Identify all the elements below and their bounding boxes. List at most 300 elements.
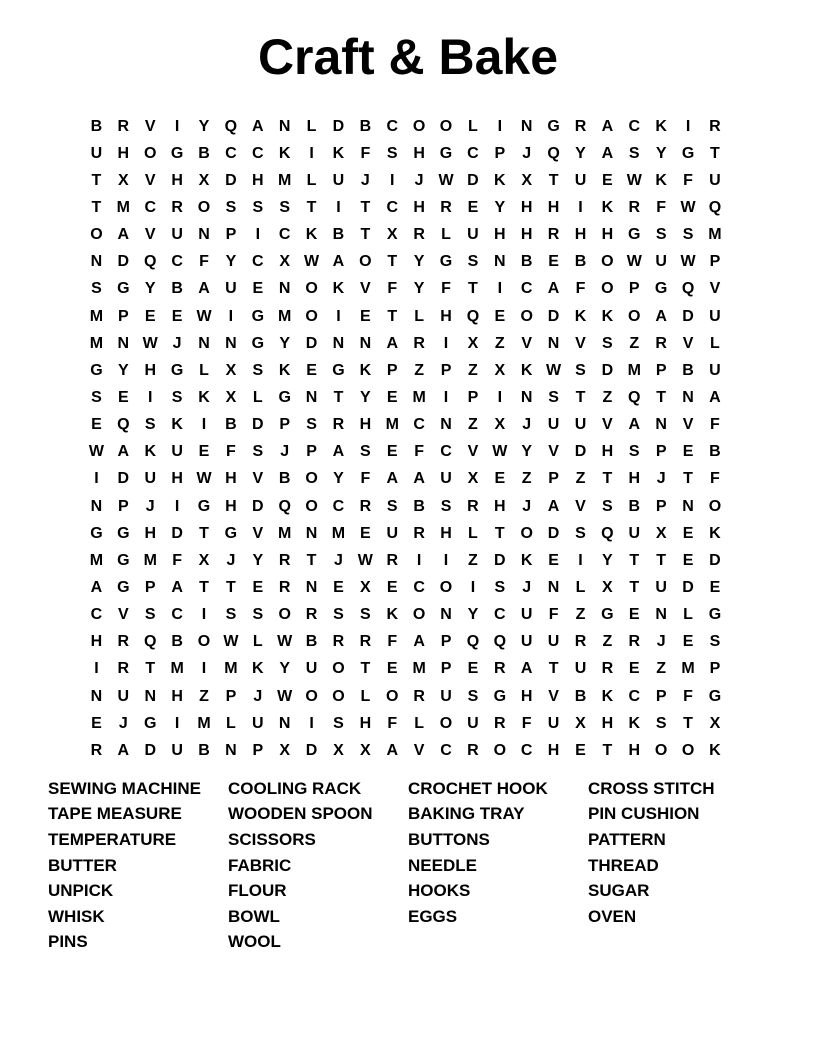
grid-letter: A xyxy=(413,633,425,651)
grid-letter: J xyxy=(656,633,666,651)
grid-letter: N xyxy=(520,117,533,135)
grid-letter: O xyxy=(601,253,614,271)
grid-letter: K xyxy=(278,361,291,379)
grid-letter: H xyxy=(90,633,103,651)
grid-letter: K xyxy=(359,361,372,379)
grid-letter: D xyxy=(117,253,130,271)
grid-letter: H xyxy=(117,144,130,162)
grid-letter: U xyxy=(547,416,560,434)
grid-letter: I xyxy=(416,551,422,569)
grid-letter: S xyxy=(360,443,371,461)
grid-letter: O xyxy=(439,117,453,135)
grid-letter: T xyxy=(494,524,505,542)
grid-letter: D xyxy=(252,416,264,434)
grid-letter: R xyxy=(467,741,479,759)
grid-letter: X xyxy=(279,741,291,759)
grid-letter: I xyxy=(201,416,207,434)
grid-letter: Q xyxy=(493,633,507,651)
grid-letter: E xyxy=(252,280,264,298)
grid-letter: E xyxy=(386,388,398,406)
grid-letter: L xyxy=(468,524,478,542)
grid-letter: N xyxy=(682,497,694,515)
word-list-item: PIN CUSHION xyxy=(588,804,700,824)
grid-letter: K xyxy=(386,606,399,624)
grid-letter: Y xyxy=(521,443,533,461)
grid-letter: Q xyxy=(466,633,480,651)
grid-letter: V xyxy=(602,416,613,434)
grid-letter: R xyxy=(90,741,103,759)
grid-letter: W xyxy=(546,361,562,379)
grid-letter: V xyxy=(144,171,156,189)
grid-letter: T xyxy=(199,578,209,596)
grid-letter: E xyxy=(386,660,398,678)
grid-letter: S xyxy=(655,226,667,244)
grid-letter: E xyxy=(682,633,694,651)
grid-letter: T xyxy=(548,171,559,189)
grid-letter: T xyxy=(360,198,371,216)
grid-letter: H xyxy=(144,524,156,542)
grid-letter: R xyxy=(386,551,399,569)
grid-letter: D xyxy=(467,171,479,189)
grid-letter: R xyxy=(305,606,318,624)
grid-letter: I xyxy=(443,388,449,406)
grid-letter: M xyxy=(331,524,346,542)
grid-letter: C xyxy=(144,198,156,216)
grid-letter: V xyxy=(709,280,721,298)
word-list-item: NEEDLE xyxy=(408,855,477,875)
grid-letter: R xyxy=(359,633,372,651)
grid-letter: J xyxy=(172,334,182,352)
grid-letter: H xyxy=(171,470,183,488)
grid-letter: Y xyxy=(602,551,613,569)
grid-letter: L xyxy=(441,226,451,244)
grid-letter: J xyxy=(522,497,532,515)
grid-letter: Q xyxy=(224,117,238,135)
grid-letter: N xyxy=(144,687,156,705)
grid-letter: P xyxy=(655,687,667,705)
grid-letter: G xyxy=(708,606,722,624)
grid-letter: D xyxy=(682,307,694,325)
grid-letter: D xyxy=(547,524,560,542)
grid-letter: R xyxy=(494,660,506,678)
grid-letter: C xyxy=(278,226,291,244)
grid-letter: P xyxy=(655,361,667,379)
grid-letter: L xyxy=(306,117,317,135)
grid-letter: Y xyxy=(413,253,425,271)
grid-letter: G xyxy=(332,361,345,379)
grid-letter: I xyxy=(443,334,449,352)
grid-letter: S xyxy=(333,606,344,624)
letter-grid xyxy=(83,113,728,764)
grid-letter: L xyxy=(360,687,371,705)
grid-letter: G xyxy=(90,524,103,542)
grid-letter: M xyxy=(89,307,104,325)
grid-letter: K xyxy=(709,741,721,759)
grid-letter: T xyxy=(306,551,317,569)
grid-letter: W xyxy=(680,198,696,216)
grid-letter: F xyxy=(710,416,720,434)
grid-letter: H xyxy=(520,687,533,705)
grid-letter: O xyxy=(332,660,345,678)
grid-letter: O xyxy=(708,497,722,515)
grid-letter: N xyxy=(655,416,667,434)
grid-letter: I xyxy=(497,388,503,406)
grid-letter: Z xyxy=(521,470,532,488)
grid-letter: Y xyxy=(333,470,344,488)
grid-letter: X xyxy=(360,741,371,759)
grid-letter: I xyxy=(201,660,207,678)
grid-letter: M xyxy=(197,714,211,732)
grid-letter: E xyxy=(91,416,102,434)
grid-letter: T xyxy=(602,470,613,488)
grid-letter: N xyxy=(117,334,130,352)
grid-letter: E xyxy=(628,660,640,678)
grid-letter: B xyxy=(198,144,210,162)
grid-letter: S xyxy=(144,416,156,434)
word-list-item: PINS xyxy=(48,932,88,952)
grid-letter: I xyxy=(685,117,691,135)
grid-letter: D xyxy=(709,551,721,569)
grid-letter: T xyxy=(387,307,398,325)
grid-letter: O xyxy=(681,741,695,759)
grid-letter: F xyxy=(360,470,371,488)
grid-letter: K xyxy=(198,388,210,406)
grid-letter: J xyxy=(145,497,155,515)
grid-letter: X xyxy=(225,361,237,379)
grid-letter: F xyxy=(521,714,532,732)
grid-letter: F xyxy=(710,470,720,488)
grid-letter: G xyxy=(117,578,130,596)
grid-letter: Y xyxy=(467,606,479,624)
grid-letter: L xyxy=(710,334,720,352)
grid-letter: O xyxy=(305,497,318,515)
grid-letter: F xyxy=(441,280,451,298)
grid-letter: C xyxy=(413,416,425,434)
grid-letter: P xyxy=(655,443,667,461)
grid-letter: E xyxy=(360,524,371,542)
grid-letter: R xyxy=(709,117,721,135)
word-list-item: FLOUR xyxy=(228,881,287,901)
grid-letter: V xyxy=(118,606,129,624)
grid-letter: X xyxy=(386,226,398,244)
grid-letter: A xyxy=(198,280,210,298)
grid-letter: Q xyxy=(628,388,641,406)
grid-letter: U xyxy=(225,280,237,298)
grid-letter: P xyxy=(118,307,129,325)
grid-letter: H xyxy=(547,198,560,216)
grid-letter: L xyxy=(306,171,317,189)
grid-letter: Q xyxy=(144,633,157,651)
grid-letter: R xyxy=(494,714,506,732)
grid-letter: K xyxy=(628,714,641,732)
grid-letter: E xyxy=(575,741,586,759)
grid-letter: M xyxy=(278,171,292,189)
grid-letter: I xyxy=(174,117,180,135)
grid-letter: O xyxy=(439,714,453,732)
grid-letter: M xyxy=(412,660,426,678)
grid-letter: I xyxy=(174,497,180,515)
grid-letter: U xyxy=(171,741,183,759)
grid-letter: L xyxy=(199,361,209,379)
grid-letter: C xyxy=(467,144,479,162)
grid-letter: E xyxy=(494,307,506,325)
grid-letter: C xyxy=(440,443,452,461)
grid-letter: R xyxy=(547,226,560,244)
grid-letter: V xyxy=(548,687,559,705)
grid-letter: G xyxy=(439,144,453,162)
grid-letter: V xyxy=(360,280,371,298)
grid-letter: B xyxy=(574,687,587,705)
grid-letter: Y xyxy=(144,280,156,298)
grid-letter: O xyxy=(520,524,533,542)
grid-letter: R xyxy=(574,117,587,135)
grid-letter: E xyxy=(628,606,640,624)
grid-letter: C xyxy=(225,144,237,162)
grid-letter: I xyxy=(309,144,314,162)
grid-letter: B xyxy=(359,117,372,135)
grid-letter: S xyxy=(144,606,156,624)
grid-letter: Y xyxy=(198,117,210,135)
word-list-item: BUTTER xyxy=(48,855,117,875)
grid-letter: C xyxy=(171,253,183,271)
grid-letter: B xyxy=(171,280,183,298)
grid-letter: R xyxy=(332,416,345,434)
grid-letter: W xyxy=(680,253,696,271)
grid-letter: M xyxy=(278,524,292,542)
grid-letter: R xyxy=(117,660,130,678)
grid-letter: P xyxy=(225,226,237,244)
grid-letter: W xyxy=(626,171,642,189)
grid-letter: T xyxy=(145,660,156,678)
grid-letter: U xyxy=(655,578,667,596)
grid-letter: H xyxy=(359,714,372,732)
grid-letter: I xyxy=(148,388,153,406)
grid-letter: U xyxy=(628,524,641,542)
grid-letter: G xyxy=(251,307,265,325)
grid-letter: G xyxy=(144,714,157,732)
word-list-item: WOODEN SPOON xyxy=(228,804,373,824)
grid-letter: F xyxy=(414,443,425,461)
grid-letter: U xyxy=(252,714,264,732)
grid-letter: D xyxy=(305,334,318,352)
grid-letter: S xyxy=(171,388,183,406)
grid-letter: I xyxy=(255,226,261,244)
grid-letter: Y xyxy=(225,253,237,271)
grid-letter: M xyxy=(681,660,695,678)
grid-letter: N xyxy=(278,280,291,298)
grid-letter: F xyxy=(387,633,398,651)
grid-letter: I xyxy=(94,660,99,678)
grid-letter: H xyxy=(413,198,425,216)
grid-letter: L xyxy=(226,714,236,732)
grid-letter: R xyxy=(171,198,183,216)
grid-letter: S xyxy=(225,606,237,624)
grid-letter: P xyxy=(440,361,452,379)
grid-letter: X xyxy=(279,253,291,271)
grid-letter: T xyxy=(360,660,371,678)
grid-letter: Q xyxy=(466,307,480,325)
grid-letter: O xyxy=(197,633,211,651)
grid-letter: O xyxy=(493,741,507,759)
grid-letter: I xyxy=(336,198,341,216)
grid-letter: N xyxy=(90,497,103,515)
grid-letter: P xyxy=(252,741,264,759)
grid-letter: H xyxy=(171,171,183,189)
grid-letter: M xyxy=(278,307,292,325)
grid-letter: G xyxy=(601,606,614,624)
grid-letter: D xyxy=(494,551,506,569)
word-list-item: PATTERN xyxy=(588,829,666,849)
grid-letter: S xyxy=(494,578,506,596)
grid-letter: X xyxy=(360,578,371,596)
grid-letter: I xyxy=(578,198,583,216)
grid-letter: Y xyxy=(360,388,371,406)
grid-letter: D xyxy=(682,578,694,596)
grid-letter: U xyxy=(709,361,721,379)
grid-letter: B xyxy=(278,470,291,488)
grid-letter: O xyxy=(601,280,614,298)
grid-letter: U xyxy=(440,470,452,488)
word-list-item: SEWING MACHINE xyxy=(48,778,201,798)
grid-letter: S xyxy=(575,361,586,379)
grid-letter: S xyxy=(628,443,640,461)
grid-letter: G xyxy=(547,117,560,135)
grid-letter: R xyxy=(278,551,291,569)
grid-letter: X xyxy=(467,334,479,352)
grid-letter: F xyxy=(575,280,586,298)
grid-letter: U xyxy=(574,416,587,434)
grid-letter: U xyxy=(467,714,479,732)
grid-letter: J xyxy=(656,470,666,488)
grid-letter: N xyxy=(305,578,318,596)
grid-letter: N xyxy=(90,253,103,271)
grid-letter: U xyxy=(440,687,452,705)
grid-letter: F xyxy=(387,714,398,732)
grid-letter: P xyxy=(628,280,640,298)
grid-letter: S xyxy=(440,497,452,515)
grid-letter: U xyxy=(171,443,183,461)
grid-letter: X xyxy=(494,416,506,434)
grid-letter: M xyxy=(143,551,157,569)
grid-letter: H xyxy=(440,524,452,542)
grid-letter: T xyxy=(683,714,693,732)
grid-letter: T xyxy=(656,551,667,569)
grid-letter: G xyxy=(251,334,265,352)
grid-letter: T xyxy=(575,388,586,406)
grid-letter: Y xyxy=(279,334,291,352)
grid-letter: Z xyxy=(468,551,478,569)
grid-letter: I xyxy=(309,714,314,732)
grid-letter: X xyxy=(655,524,667,542)
grid-letter: A xyxy=(386,741,399,759)
grid-letter: P xyxy=(467,388,479,406)
grid-letter: K xyxy=(601,687,614,705)
grid-letter: F xyxy=(656,198,667,216)
word-list-item: SCISSORS xyxy=(228,829,316,849)
grid-letter: S xyxy=(91,388,102,406)
grid-letter: M xyxy=(627,361,641,379)
grid-letter: Q xyxy=(117,416,130,434)
grid-letter: G xyxy=(278,388,291,406)
grid-letter: W xyxy=(277,633,293,651)
grid-letter: T xyxy=(306,198,317,216)
grid-letter: M xyxy=(89,334,104,352)
grid-letter: C xyxy=(520,280,533,298)
grid-letter: Y xyxy=(655,144,667,162)
grid-letter: G xyxy=(224,524,238,542)
grid-letter: K xyxy=(655,171,667,189)
grid-letter: J xyxy=(334,551,343,569)
grid-letter: U xyxy=(520,633,533,651)
grid-letter: H xyxy=(252,171,264,189)
grid-letter: X xyxy=(198,171,210,189)
grid-letter: V xyxy=(521,334,533,352)
grid-letter: C xyxy=(386,198,399,216)
grid-letter: Q xyxy=(681,280,695,298)
grid-letter: L xyxy=(575,578,586,596)
grid-letter: A xyxy=(386,334,399,352)
word-list-item: BAKING TRAY xyxy=(408,804,525,824)
grid-letter: U xyxy=(709,171,721,189)
grid-letter: B xyxy=(628,497,641,515)
grid-letter: A xyxy=(332,443,345,461)
grid-letter: W xyxy=(438,171,454,189)
grid-letter: F xyxy=(360,144,371,162)
grid-letter: N xyxy=(520,388,533,406)
grid-letter: D xyxy=(252,497,264,515)
grid-letter: Z xyxy=(656,660,667,678)
grid-letter: C xyxy=(386,117,399,135)
grid-letter: P xyxy=(494,144,506,162)
grid-letter: N xyxy=(198,334,210,352)
grid-letter: P xyxy=(225,687,237,705)
grid-letter: P xyxy=(548,470,559,488)
grid-letter: S xyxy=(252,606,264,624)
grid-letter: J xyxy=(522,416,532,434)
grid-letter: U xyxy=(332,171,345,189)
grid-letter: R xyxy=(413,524,425,542)
grid-letter: W xyxy=(88,443,104,461)
grid-letter: R xyxy=(655,334,667,352)
word-list-item: THREAD xyxy=(588,855,659,875)
grid-letter: L xyxy=(414,307,425,325)
grid-letter: U xyxy=(305,660,318,678)
grid-letter: G xyxy=(197,497,211,515)
grid-letter: E xyxy=(386,578,398,596)
grid-letter: A xyxy=(628,416,641,434)
grid-letter: R xyxy=(440,198,452,216)
grid-letter: E xyxy=(333,578,344,596)
grid-letter: P xyxy=(279,416,291,434)
grid-letter: D xyxy=(332,117,345,135)
grid-letter: U xyxy=(90,144,103,162)
grid-letter: H xyxy=(359,416,372,434)
grid-letter: Z xyxy=(468,416,478,434)
grid-letter: A xyxy=(332,253,345,271)
grid-letter: S xyxy=(386,497,398,515)
grid-letter: U xyxy=(386,524,399,542)
grid-letter: G xyxy=(117,280,130,298)
grid-letter: F xyxy=(683,171,693,189)
grid-letter: U xyxy=(520,606,533,624)
grid-letter: S xyxy=(360,606,371,624)
grid-letter: G xyxy=(117,524,130,542)
grid-letter: E xyxy=(682,443,694,461)
grid-letter: U xyxy=(574,660,587,678)
grid-letter: S xyxy=(333,714,344,732)
grid-letter: I xyxy=(470,578,476,596)
grid-letter: N xyxy=(359,334,372,352)
